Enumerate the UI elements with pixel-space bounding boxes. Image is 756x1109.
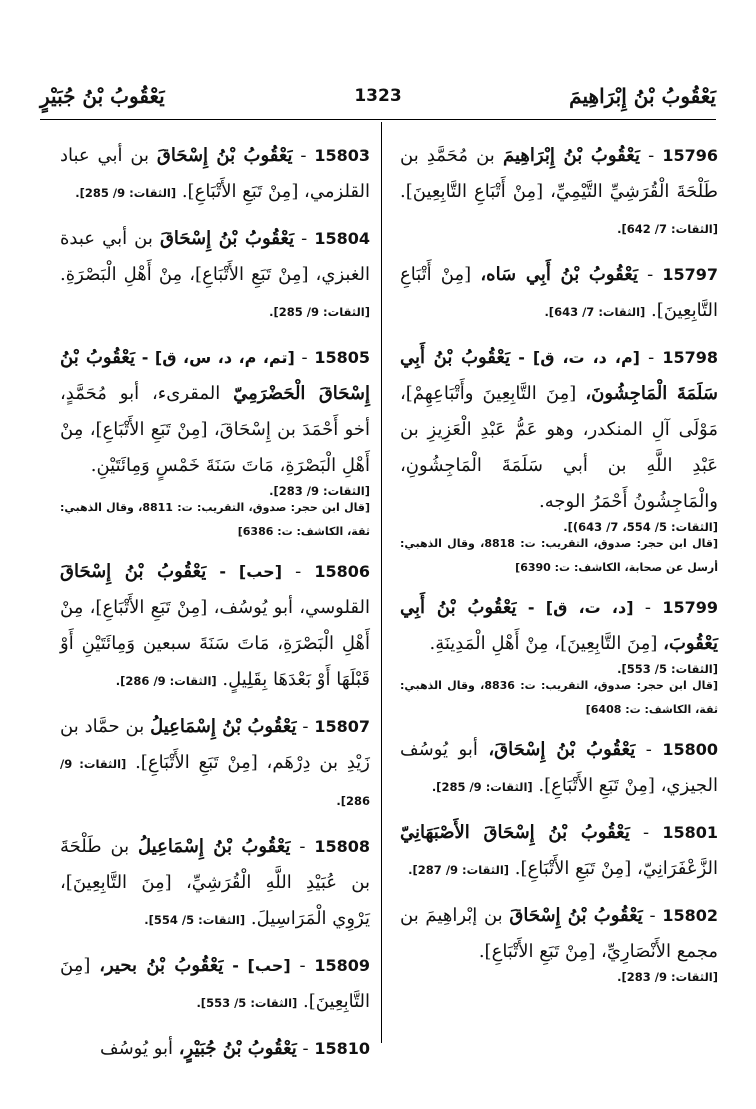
entry-name: يَعْقُوبُ بْنُ إِسْحَاقَ — [60, 561, 207, 582]
entry: 15808 - يَعْقُوبُ بْنُ إِسْمَاعِيلُ بن طَلْحَةَ بن عُبَيْدِ اللَّهِ الْقُرَشِيِّ، [مِنَ التَّابِعِينَ]، يَرْوِي الْمَرَاسِيلَ. [الثقات: 5/ 554]. — [60, 836, 370, 929]
entry-number: 15802 — [662, 906, 718, 925]
entry-number: 15801 — [662, 823, 718, 842]
right-column — [400, 138, 718, 994]
entry-text: الزَّعْفَرَانِيّ، [مِنْ تَبَعِ الأَتْبَاعِ]. — [514, 858, 718, 879]
entry-ref: [الثقات: 9/ 283]. — [617, 970, 718, 984]
entry-text: بن طَلْحَةَ بن عُبَيْدِ اللَّهِ الْقُرَشِيِّ، [مِنَ التَّابِعِينَ]، يَرْوِي الْمَرَاسِيلَ. — [60, 836, 370, 929]
running-title-left: يَعْقُوبُ بْنُ جُبَيْرٍ — [40, 84, 165, 108]
entry-name: يَعْقُوبُ بْنُ أَبِي سَاه، — [480, 264, 638, 285]
entry: 15801 - يَعْقُوبُ بْنُ إِسْحَاقَ الأَصْبَهَانِيّ الزَّعْفَرَانِيّ، [مِنْ تَبَعِ الأَتْبَاعِ]. [الثقات: 9/ 287]. — [400, 822, 718, 879]
entry: 15805 - [تم، م، د، س، ق] - يَعْقُوبُ بْنُ إِسْحَاقَ الْحَضْرَمِيّ المقرىء، أبو مُحَمَّدٍ، أخو أَحْمَدَ بن إِسْحَاقَ، [مِنْ تَبَعِ الأَتْبَاعِ]، مِنْ أَهْلِ الْبَصْرَةِ، مَاتَ سَنَةَ خَمْسٍ وَمِائَتَيْنِ. [الثقات: 9/ 283]. [قال ابن حجر: صدوق، التقريب: ت: 8811، وقال الذهبي: ثقة، الكاشف: ت: 6386] — [60, 340, 370, 544]
entry: 15796 - يَعْقُوبُ بْنُ إِبْرَاهِيمَ بن مُحَمَّدِ بن طَلْحَةَ الْقُرَشِيِّ التَّيْمِيِّ، [مِنْ أَتْبَاعِ التَّابِعِينَ]. [الثقات: 7/ 642]. — [400, 145, 719, 236]
entry-name: يَعْقُوبُ بْنُ إِسْحَاقَ — [156, 145, 293, 166]
entry-ref: [الثقات: 9/ 283]. — [269, 484, 370, 498]
entry-ref: [الثقات: 5/ 553]. — [196, 996, 298, 1010]
entry: 15797 - يَعْقُوبُ بْنُ أَبِي سَاه، [مِنْ أَتْبَاعِ التَّابِعِينَ]. [الثقات: 7/ 643]. — [400, 264, 719, 321]
entry-name: يَعْقُوبُ بْنُ أَبِي سَلَمَةَ الْمَاجِشُونَ، — [400, 347, 718, 404]
entry-note: [قال ابن حجر: صدوق، التقريب: ت: 8818، وقال الذهبي: أرسل عن صحابة، الكاشف: ت: 6390] — [400, 537, 719, 574]
entry-name: يَعْقُوبُ بْنُ إِسْحَاقَ — [159, 228, 295, 249]
entry-name: يَعْقُوبُ بْنُ إِسْحَاقَ الأَصْبَهَانِيّ — [400, 822, 630, 843]
entry-text: [مِنَ التَّابِعِينَ]. — [60, 955, 370, 1012]
left-column — [60, 138, 370, 1077]
entry: 15800 - يَعْقُوبُ بْنُ إِسْحَاقَ، أبو يُوسُف الجيزي، [مِنْ تَبَعِ الأَتْبَاعِ]. [الثقات: 9/ 285]. — [400, 739, 718, 796]
entry: 15799 - [د، ت، ق] - يَعْقُوبُ بْنُ أَبِي يَعْقُوبَ، [مِنَ التَّابِعِينَ]، مِنْ أَهْلِ الْمَدِينَةِ. [الثقات: 5/ 553]. [قال ابن حجر: صدوق، التقريب: ت: 8836، وقال الذهبي: ثقة، الكاشف: ت: 6408] — [400, 590, 718, 722]
entry-name: يَعْقُوبُ بْنُ إِسْحَاقَ، — [488, 739, 636, 760]
entry-codes: [م، د، ت، ق] - — [518, 348, 640, 367]
entry: 15807 - يَعْقُوبُ بْنُ إِسْمَاعِيلُ بن حمَّاد بن زَيْدِ بن دِرْهَم، [مِنْ تَبَعِ الأَتْبَاعِ]. [الثقات: 9/ 286]. — [60, 716, 370, 808]
entry: 15798 - [م، د، ت، ق] - يَعْقُوبُ بْنُ أَبِي سَلَمَةَ الْمَاجِشُونَ، [مِنَ التَّابِعِينَ وأَتْبَاعِهِمْ]، مَوْلَى آلِ المنكدر، وهو عَمُّ عَبْدِ الْعَزِيزِ بن عَبْدِ اللَّهِ بن أبي سَلَمَةَ الْمَاجِشُونِ، والْمَاجِشُونُ أَحْمَرُ الوجه. [الثقات: 5/ 554، 7/ 643)]. [قال ابن حجر: صدوق، التقريب: ت: 8818، وقال الذهبي: أرسل عن صحابة، الكاشف: ت: 6390] — [400, 340, 718, 580]
entry: 15806 - [حب] - يَعْقُوبُ بْنُ إِسْحَاقَ القلوسي، أبو يُوسُف، [مِنْ تَبَعِ الأَتْبَاعِ]، مِنْ أَهْلِ الْبَصْرَةِ، مَاتَ سَنَةَ سبعين وَمِائَتَيْنِ أَوْ قَبْلَهَا أَوْ بَعْدَهَا بِقَلِيلٍ. [الثقات: 9/ 286]. — [60, 561, 370, 690]
entry-name: يَعْقُوبُ بْنُ إِسْحَاقَ — [509, 905, 643, 926]
entry-codes: [حب] - — [219, 562, 283, 581]
entry-text: أبو يُوسُف — [99, 1038, 174, 1059]
entry: 15802 - يَعْقُوبُ بْنُ إِسْحَاقَ بن إبْراهِيمَ بن مجمع الأَنْصَارِيِّ، [مِنْ تَبَعِ الأَتْبَاعِ]. [الثقات: 9/ 283]. — [400, 905, 718, 984]
entry: 15810 - يَعْقُوبُ بْنُ جُبَيْرٍ، أبو يُوسُف — [99, 1038, 370, 1059]
entry-number: 15803 — [314, 146, 370, 165]
entry-ref: [الثقات: 5/ 554، 7/ 643)]. — [563, 520, 718, 534]
entry-number: 15807 — [314, 717, 370, 736]
entry: 15803 - يَعْقُوبُ بْنُ إِسْحَاقَ بن أبي عباد القلزمي، [مِنْ تَبَعِ الأَتْبَاعِ]. [الثقات: 9/ 285]. — [60, 145, 370, 202]
entry-text: المقرىء، أبو مُحَمَّدٍ، أخو أَحْمَدَ بن إِسْحَاقَ، [مِنْ تَبَعِ الأَتْبَاعِ]، مِنْ أَهْلِ الْبَصْرَةِ، مَاتَ سَنَةَ خَمْسٍ وَمِائَتَيْنِ. — [60, 383, 370, 476]
entry-text: بن إبْراهِيمَ بن مجمع الأَنْصَارِيِّ، [مِنْ تَبَعِ الأَتْبَاعِ]. — [400, 905, 718, 962]
entry-number: 15804 — [314, 229, 370, 248]
entry-name: يَعْقُوبُ بْنُ بحير، — [99, 955, 224, 976]
entry-name: يَعْقُوبُ بْنُ إِسْمَاعِيلُ — [150, 716, 297, 737]
entry: 15804 - يَعْقُوبُ بْنُ إِسْحَاقَ بن أبي عبدة الغبزي، [مِنْ تَبَعِ الأَتْبَاعِ]، مِنْ أَهْلِ الْبَصْرَةِ. [الثقات: 9/ 285]. — [60, 228, 370, 319]
header-rule — [40, 119, 716, 120]
running-title-right: يَعْقُوبُ بْنُ إِبْرَاهِيمَ — [569, 84, 716, 108]
entry-number: 15805 — [314, 348, 370, 367]
entry-number: 15798 — [662, 348, 719, 367]
entry-name: يَعْقُوبُ بْنُ جُبَيْرٍ، — [178, 1038, 297, 1059]
entry-text: القلوسي، أبو يُوسُف، [مِنْ تَبَعِ الأَتْبَاعِ]، مِنْ أَهْلِ الْبَصْرَةِ، مَاتَ سَنَةَ سبعين وَمِائَتَيْنِ أَوْ قَبْلَهَا أَوْ بَعْدَهَا بِقَلِيلٍ. — [60, 597, 370, 690]
entry-text: بن حمَّاد بن زَيْدِ بن دِرْهَم، [مِنْ تَبَعِ الأَتْبَاعِ]. — [60, 716, 370, 773]
entry-ref: [الثقات: 5/ 554]. — [144, 913, 246, 927]
entry-ref: [الثقات: 5/ 553]. — [617, 662, 718, 676]
entry-codes: [حب] - — [232, 956, 291, 975]
entry-ref: [الثقات: 7/ 643]. — [544, 305, 646, 319]
entry-text: بن مُحَمَّدِ بن طَلْحَةَ الْقُرَشِيِّ التَّيْمِيِّ، [مِنْ أَتْبَاعِ التَّابِعِينَ]. — [400, 145, 718, 202]
entry-number: 15796 — [662, 146, 719, 165]
page-header — [40, 84, 716, 120]
entry-codes: [تم، م، د، س، ق] - — [141, 348, 295, 367]
entry: 15809 - [حب] - يَعْقُوبُ بْنُ بحير، [مِنَ التَّابِعِينَ]. [الثقات: 5/ 553]. — [60, 955, 370, 1012]
entry-number: 15809 — [314, 956, 370, 975]
entry-ref: [الثقات: 9/ 287]. — [408, 863, 510, 877]
entry-number: 15806 — [314, 562, 370, 581]
entry-ref: [الثقات: 9/ 286]. — [115, 674, 217, 688]
entry-ref: [الثقات: 9/ 285]. — [431, 780, 533, 794]
entry-ref: [الثقات: 9/ 286]. — [60, 757, 370, 808]
entry-name: يَعْقُوبُ بْنُ إِبْرَاهِيمَ — [502, 145, 640, 166]
entry-codes: [د، ت، ق] - — [527, 598, 634, 617]
entry-text: أبو يُوسُف الجيزي، [مِنْ تَبَعِ الأَتْبَاعِ]. — [400, 739, 718, 796]
entry-number: 15808 — [314, 837, 370, 856]
entry-text: [مِنَ التَّابِعِينَ وأَتْبَاعِهِمْ]، مَوْلَى آلِ المنكدر، وهو عَمُّ عَبْدِ الْعَزِيزِ بن عَبْدِ اللَّهِ بن أبي سَلَمَةَ الْمَاجِشُونِ، والْمَاجِشُونُ أَحْمَرُ الوجه. — [400, 383, 718, 512]
entry-number: 15800 — [662, 740, 718, 759]
entry-text: [مِنْ أَتْبَاعِ التَّابِعِينَ]. — [400, 264, 718, 321]
entry-text: بن أبي عبدة الغبزي، [مِنْ تَبَعِ الأَتْبَاعِ]، مِنْ أَهْلِ الْبَصْرَةِ. — [60, 228, 370, 285]
entry-note: [قال ابن حجر: صدوق، التقريب: ت: 8836، وقال الذهبي: ثقة، الكاشف: ت: 6408] — [400, 679, 719, 716]
entry-ref: [الثقات: 9/ 285]. — [269, 305, 370, 319]
page-number: 1323 — [354, 86, 402, 106]
entry-note: [قال ابن حجر: صدوق، التقريب: ت: 8811، وقال الذهبي: ثقة، الكاشف: ت: 6386] — [60, 501, 371, 538]
entry-text: بن أبي عباد القلزمي، [مِنْ تَبَعِ الأَتْبَاعِ]. — [60, 145, 370, 202]
entry-name: يَعْقُوبُ بْنُ إِسْمَاعِيلُ — [138, 836, 291, 857]
entry-number: 15810 — [314, 1039, 370, 1058]
entry-name: يَعْقُوبُ بْنُ أَبِي يَعْقُوبَ، — [400, 597, 718, 654]
column-divider — [381, 122, 382, 1043]
entry-name: يَعْقُوبُ بْنُ إِسْحَاقَ الْحَضْرَمِيّ — [60, 347, 370, 404]
entry-number: 15797 — [662, 265, 719, 284]
entry-ref: [الثقات: 7/ 642]. — [617, 222, 718, 236]
entry-number: 15799 — [662, 598, 718, 617]
entry-text: [مِنَ التَّابِعِينَ]، مِنْ أَهْلِ الْمَدِينَةِ. — [429, 633, 658, 654]
entry-ref: [الثقات: 9/ 285]. — [75, 186, 177, 200]
